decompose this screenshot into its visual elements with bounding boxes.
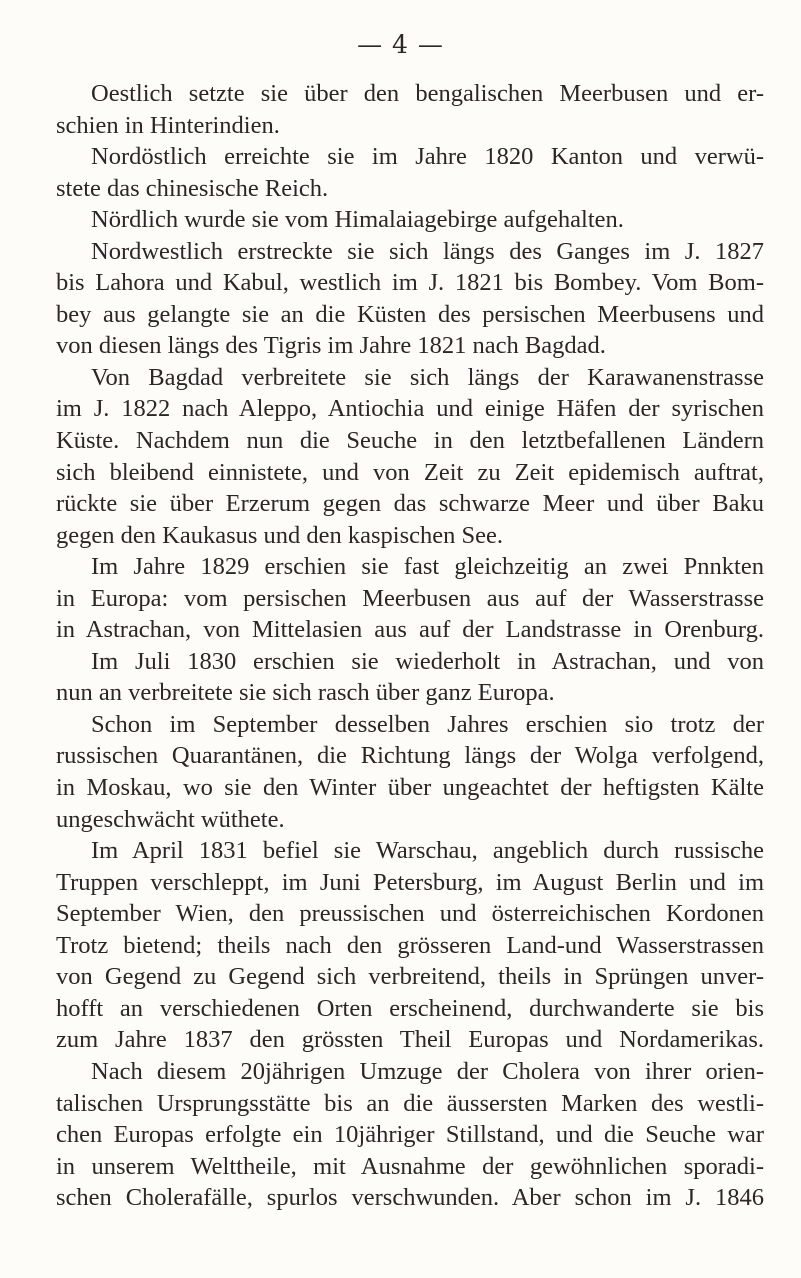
text-line: Nordwestlich erstreckte sie sich längs des Ganges im J. 1827 [91,237,764,265]
text-line: in Astrachan, von Mittelasien aus auf der Landstrasse in Orenburg. [56,616,764,644]
text-line: Im April 1831 befiel sie Warschau, angeblich durch russische [91,837,764,865]
text-line: hofft an verschiedenen Orten erscheinend, durchwanderte sie bis [56,994,764,1022]
text-line: bey aus gelangte sie an die Küsten des persischen Meerbusens und [56,300,764,328]
text-line: Im Juli 1830 erschien sie wiederholt in Astrachan, und von [91,647,764,675]
text-line: schen Cholerafälle, spurlos verschwunden. Aber schon im J. 1846 [56,1184,764,1212]
text-line: zum Jahre 1837 den grössten Theil Europas und Nordamerikas. [56,1026,764,1054]
text-line: im J. 1822 nach Aleppo, Antiochia und einige Häfen der syrischen [56,395,764,423]
text-line: von Gegend zu Gegend sich verbreitend, theils in Sprüngen unver- [56,963,764,991]
text-line: September Wien, den preussischen und österreichischen Kordonen [56,900,764,928]
text-line: von diesen längs des Tigris im Jahre 1821 nach Bagdad. [56,332,606,360]
text-line: chen Europas erfolgte ein 10jähriger Stillstand, und die Seuche war [56,1121,764,1149]
body-text [56,78,764,1214]
text-line: bis Lahora und Kabul, westlich im J. 1821 bis Bombey. Vom Bom- [56,269,764,297]
text-line: Nach diesem 20jährigen Umzuge der Cholera von ihrer orien- [91,1057,764,1085]
text-line: Truppen verschleppt, im Juni Petersburg, im August Berlin und im [56,868,764,896]
text-line: in unserem Welttheile, mit Ausnahme der gewöhnlichen sporadi- [56,1152,764,1180]
page-number: — 4 — [357,30,444,59]
text-line: russischen Quarantänen, die Richtung längs der Wolga verfolgend, [56,742,764,770]
text-line: in Europa: vom persischen Meerbusen aus auf der Wasserstrasse [56,584,764,612]
text-line: ungeschwächt wüthete. [56,805,285,833]
text-line: Trotz bietend; theils nach den grösseren Land-und Wasserstrassen [56,931,764,959]
text-line: Von Bagdad verbreitete sie sich längs der Karawanenstrasse [91,363,764,391]
text-line: Nördlich wurde sie vom Himalaiagebirge aufgehalten. [91,206,624,234]
text-line: Im Jahre 1829 erschien sie fast gleichzeitig an zwei Pnnkten [91,553,764,581]
text-line: rückte sie über Erzerum gegen das schwarze Meer und über Baku [56,490,764,518]
text-line: stete das chinesische Reich. [56,174,329,202]
text-line: sich bleibend einnistete, und von Zeit zu Zeit epidemisch auftrat, [56,458,764,486]
text-line: Nordöstlich erreichte sie im Jahre 1820 Kanton und verwü- [91,143,764,171]
text-line: Oestlich setzte sie über den bengalischen Meerbusen und er- [91,80,764,107]
text-line: nun an verbreitete sie sich rasch über ganz Europa. [56,679,555,707]
text-line: Küste. Nachdem nun die Seuche in den letztbefallenen Ländern [56,427,764,455]
text-line: schien in Hinterindien. [56,111,280,139]
text-line: gegen den Kaukasus und den kaspischen See. [56,521,504,549]
text-line: Schon im September desselben Jahres erschien sio trotz der [91,710,764,738]
text-line: in Moskau, wo sie den Winter über ungeachtet der heftigsten Kälte [56,774,764,802]
text-line: talischen Ursprungsstätte bis an die äussersten Marken des westli- [56,1089,764,1117]
